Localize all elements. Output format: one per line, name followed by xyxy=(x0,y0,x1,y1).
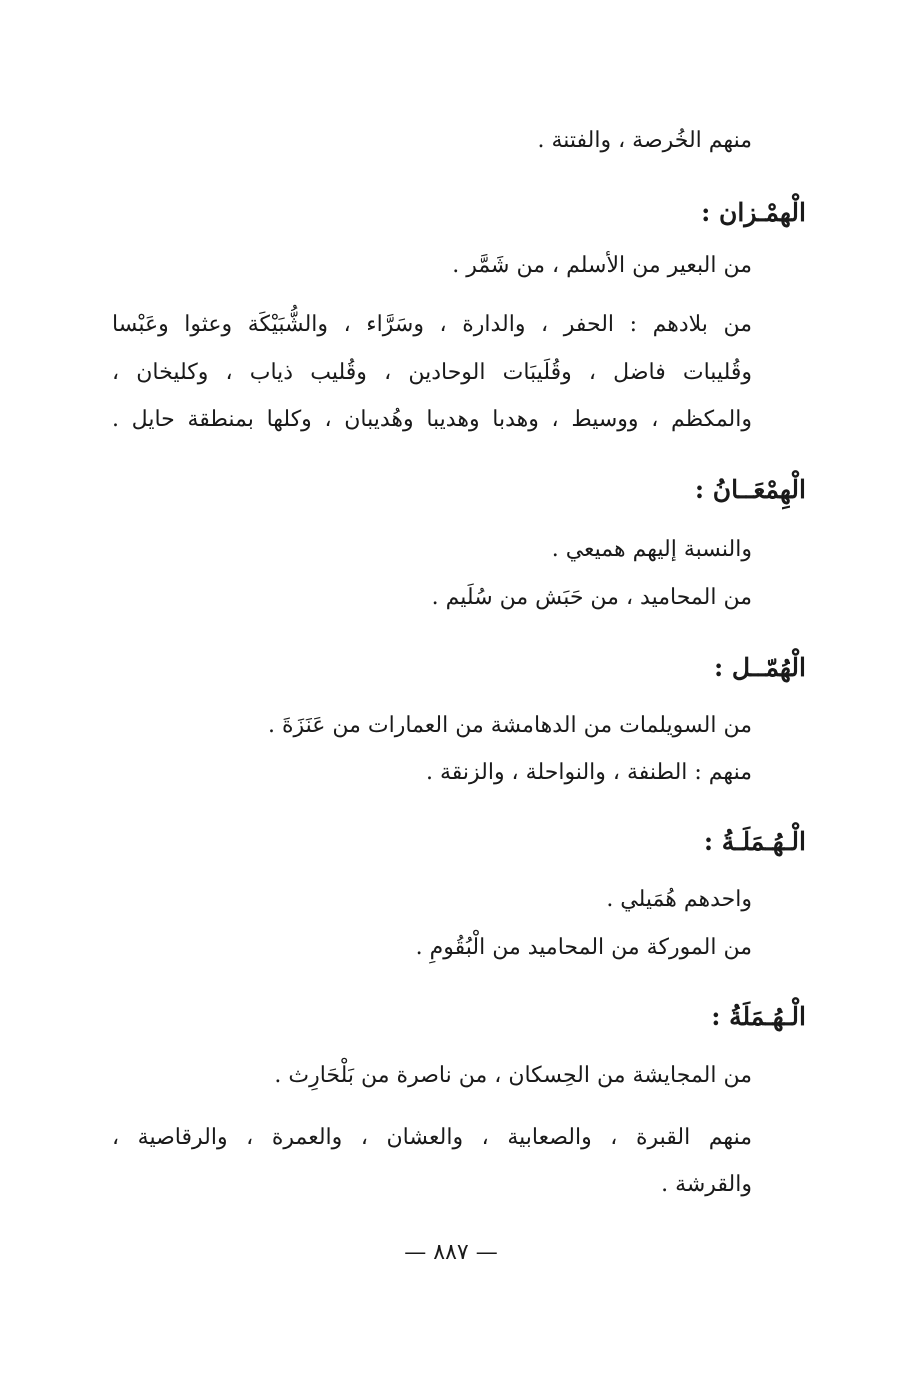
entry-heading: الْـهُـمَلَـةُ : xyxy=(703,827,806,856)
text-line: من بلادهم : الحفر ، والدارة ، وسَرَّاء ، والشُّبَيْكَة وعثوا وعَبْسا xyxy=(112,312,752,337)
text-line: والنسبة إليهم هميعي . xyxy=(551,537,752,562)
text-line: والقرشة . xyxy=(661,1172,752,1197)
page-number: — ٨٨٧ — xyxy=(404,1240,498,1265)
text-line: من البعير من الأسلم ، من شَمَّر . xyxy=(452,253,752,278)
text-line: منهم : الطنفة ، والنواحلة ، والزنقة . xyxy=(425,760,752,785)
text-line: من السويلمات من الدهامشة من العمارات من عَنَزَةَ . xyxy=(267,713,752,738)
text-line: منهم القبرة ، والصعابية ، والعشان ، والعمرة ، والرقاصية ، xyxy=(112,1125,752,1150)
entry-heading: الْهُمّــل : xyxy=(713,653,806,682)
entry-heading: الْهمْـزان : xyxy=(701,198,806,227)
entry-heading: الْهِمْعَــانُ : xyxy=(694,475,806,504)
text-line: من المحاميد ، من حَبَش من سُلَيم . xyxy=(431,585,752,610)
text-line: من المجايشة من الحِسكان ، من ناصرة من بَلْحَارِث . xyxy=(274,1063,752,1088)
text-line: واحدهم هُمَيلي . xyxy=(606,887,752,912)
text-line: من الموركة من المحاميد من الْبُقُومِ . xyxy=(415,935,752,960)
text-line: والمكظم ، ووسيط ، وهدبا وهديبا وهُديبان ، وكلها بمنطقة حايل . xyxy=(112,407,752,432)
entry-heading: الْـهُـمَلَةُ : xyxy=(711,1002,806,1031)
text-line: وقُليبات فاضل ، وقُلَيبَات الوحادين ، وقُليب ذياب ، وكليخان ، xyxy=(112,360,752,385)
text-line: منهم الخُرصة ، والفتنة . xyxy=(537,128,752,153)
